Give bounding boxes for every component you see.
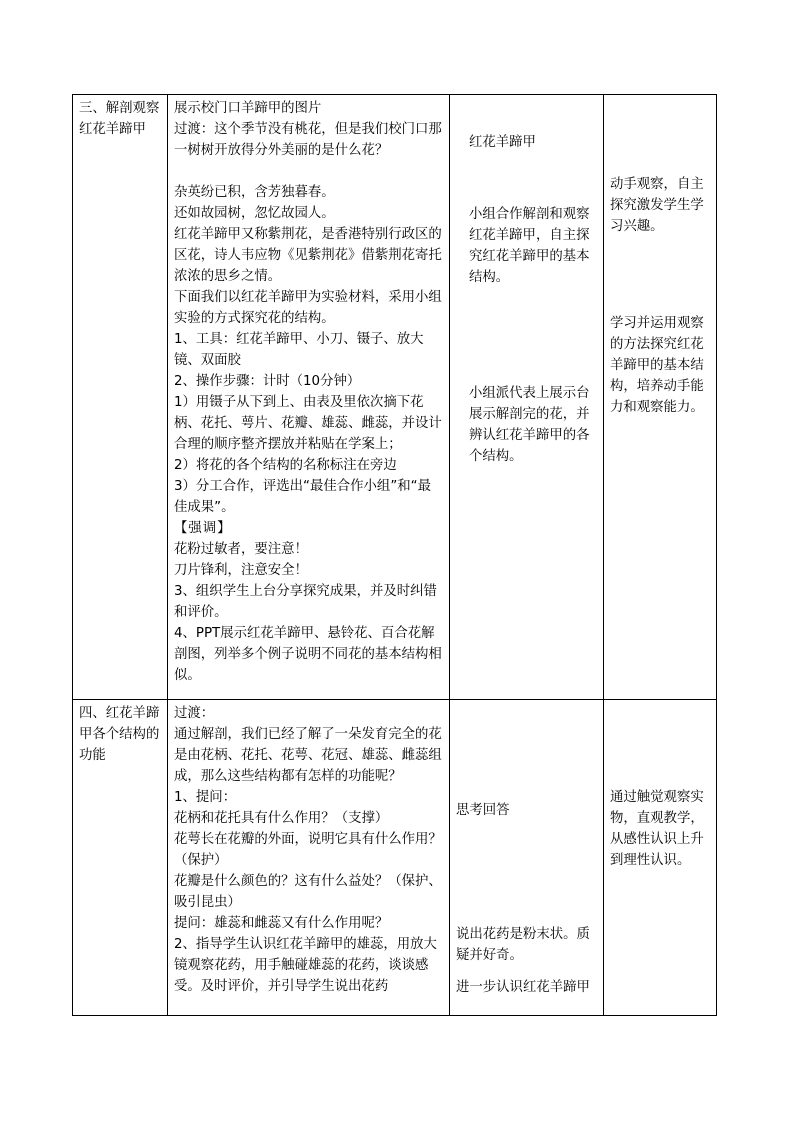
lesson-plan-table — [72, 94, 717, 1016]
student-line: 进一步认识红花羊蹄甲 — [456, 980, 590, 995]
question-line: 提问：雄蕊和雌蕊又有什么作用呢？ — [174, 916, 389, 931]
student-line: 小组合作解剖和观察红花羊蹄甲，自主探究红花羊蹄甲的基本结构。 — [469, 207, 590, 285]
step-item: 1）用镊子从下到上、由表及里依次摘下花柄、花托、萼片、花瓣、雄蕊、雌蕊，并设计合理的顺序整齐摆放并粘贴在学案上； — [174, 395, 442, 452]
design-intent-cell — [604, 700, 717, 1016]
student-activity-cell — [450, 700, 604, 1016]
table-row — [73, 700, 717, 1016]
stage-cell — [73, 95, 168, 700]
tools-line: 1、工具：红花羊蹄甲、小刀、镊子、放大镜、双面胶 — [174, 332, 424, 368]
teacher-line: 2、指导学生认识红花羊蹄甲的雄蕊，用放大镜观察花药，用手触碰雄蕊的花药，谈谈感受。及时评价，并引导学生说出花药 — [174, 937, 437, 994]
intent-line: 通过触觉观察实物，直观教学，从感性认识上升到理性认识。 — [610, 790, 704, 868]
warning-line: 刀片锋利，注意安全！ — [174, 563, 308, 578]
teacher-line: 过渡：这个季节没有桃花，但是我们校门口那一树树开放得分外美丽的是什么花？ — [174, 122, 442, 158]
spacer — [610, 98, 710, 174]
warning-line: 花粉过敏者，要注意！ — [174, 542, 308, 557]
question-heading: 1、提问： — [174, 790, 237, 805]
stage-cell — [73, 700, 168, 1016]
question-line: 花柄和花托具有什么作用？（支撑） — [174, 811, 389, 826]
steps-line: 2、操作步骤：计时（10分钟） — [174, 374, 361, 389]
step-item: 3）分工合作，评选出“最佳合作小组”和“最佳成果”。 — [174, 479, 431, 515]
intent-line: 动手观察，自主探究激发学生学习兴趣。 — [610, 177, 704, 234]
table-row — [73, 95, 717, 700]
teacher-activity-cell — [168, 700, 450, 1016]
design-intent-cell — [604, 95, 717, 700]
teacher-activity-cell — [168, 95, 450, 700]
teacher-line: 通过解剖，我们已经了解了一朵发育完全的花是由花柄、花托、花萼、花冠、雄蕊、雌蕊组成，那么这些结构都有怎样的功能呢？ — [174, 727, 442, 784]
spacer — [456, 966, 597, 977]
spacer — [456, 153, 597, 204]
student-activity-cell — [450, 95, 604, 700]
stage-title: 三、解剖观察红花羊蹄甲 — [79, 101, 160, 137]
intent-line: 学习并运用观察的方法探究红花羊蹄甲的基本结构，培养动手能力和观察能力。 — [610, 316, 704, 415]
poem-line: 还如故园树，忽忆故园人。 — [174, 206, 335, 221]
stage-title: 四、红花羊蹄甲各个结构的功能 — [79, 706, 160, 763]
teacher-line: 红花羊蹄甲又称紫荆花，是香港特别行政区的区花，诗人韦应物《见紫荆花》借紫荆花寄托浓浓的思乡之情。 — [174, 227, 442, 284]
spacer — [456, 821, 597, 924]
emphasis-heading: 【强调】 — [174, 521, 232, 536]
spacer — [456, 288, 597, 383]
spacer — [610, 703, 710, 787]
poem-line: 杂英纷已积，含芳独暮春。 — [174, 185, 335, 200]
blank-line — [174, 161, 443, 182]
student-line: 红花羊蹄甲 — [469, 135, 536, 150]
student-line: 说出花药是粉末状。质疑并好奇。 — [456, 927, 590, 963]
student-line: 小组派代表上展示台展示解剖完的花，并辨认红花羊蹄甲的各个结构。 — [469, 386, 590, 464]
teacher-line: 展示校门口羊蹄甲的图片 — [174, 101, 322, 116]
teacher-line: 3、组织学生上台分享探究成果，并及时纠错和评价。 — [174, 584, 437, 620]
student-line: 思考回答 — [456, 803, 510, 818]
step-item: 2）将花的各个结构的名称标注在旁边 — [174, 458, 397, 473]
spacer — [610, 237, 710, 313]
question-line: 花萼长在花瓣的外面，说明它具有什么作用？（保护） — [174, 832, 442, 868]
teacher-line: 过渡： — [174, 706, 215, 721]
spacer — [456, 98, 597, 132]
spacer — [456, 703, 597, 800]
question-line: 花瓣是什么颜色的？这有什么益处？（保护、吸引昆虫） — [174, 874, 442, 910]
teacher-line: 4、PPT展示红花羊蹄甲、悬铃花、百合花解剖图，列举多个例子说明不同花的基本结构相似。 — [174, 626, 442, 683]
teacher-line: 下面我们以红花羊蹄甲为实验材料，采用小组实验的方式探究花的结构。 — [174, 290, 442, 326]
